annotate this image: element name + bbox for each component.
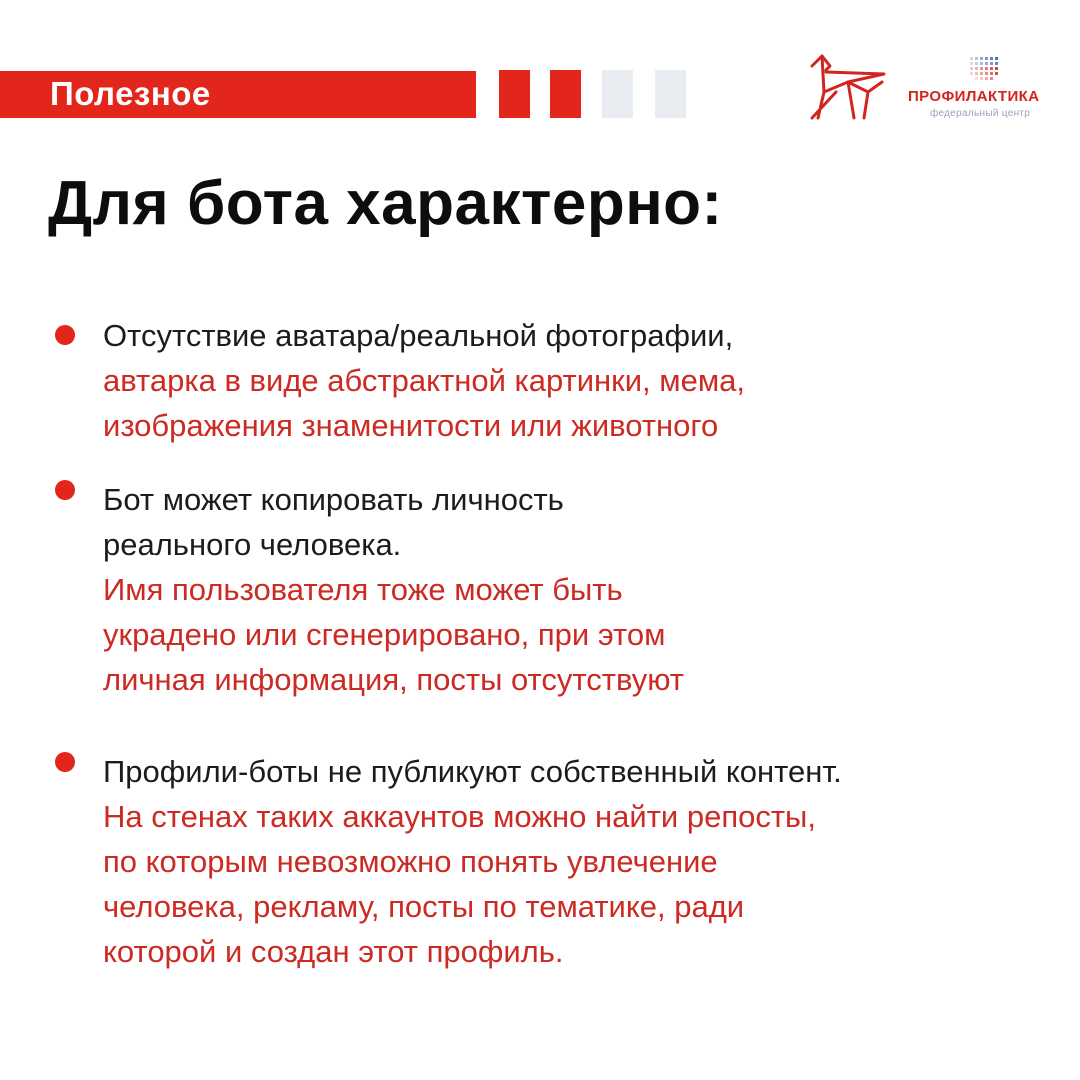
- logo-title: ПРОФИЛАКТИКА: [908, 88, 1040, 105]
- bullet-dot-icon: [55, 480, 75, 500]
- item-text-red: изображения знаменитости или животного: [103, 408, 719, 443]
- bullet-dot-icon: [55, 325, 75, 345]
- page-title: Для бота характерно:: [48, 169, 723, 238]
- list-item: [103, 313, 745, 448]
- item-text-red: автарка в виде абстрактной картинки, мема,: [103, 363, 745, 398]
- decor-square-red-2: [550, 70, 581, 118]
- dot-grid-logo-icon: [968, 57, 1002, 81]
- item-text-red: которой и создан этот профиль.: [103, 934, 564, 969]
- decor-square-grey-2: [655, 70, 686, 118]
- item-text-red: На стенах таких аккаунтов можно найти репосты,: [103, 799, 816, 834]
- item-text-red: Имя пользователя тоже может быть: [103, 572, 623, 607]
- logo-subtitle: федеральный центр: [930, 108, 1031, 119]
- item-text-red: человека, рекламу, посты по тематике, ради: [103, 889, 745, 924]
- item-text-red: личная информация, посты отсутствуют: [103, 662, 685, 697]
- list-item: [103, 749, 842, 974]
- horse-logo-icon: [808, 52, 886, 122]
- item-text-red: по которым невозможно понять увлечение: [103, 844, 718, 879]
- decor-square-grey-1: [602, 70, 633, 118]
- item-text-red: украдено или сгенерировано, при этом: [103, 617, 666, 652]
- item-text-dark: Отсутствие аватара/реальной фотографии,: [103, 318, 734, 353]
- list-item: [103, 477, 684, 702]
- item-text-dark: Профили-боты не публикуют собственный контент.: [103, 754, 842, 789]
- bullet-dot-icon: [55, 752, 75, 772]
- item-text-dark: Бот может копировать личность: [103, 482, 564, 517]
- decor-square-red-1: [499, 70, 530, 118]
- header-label: Полезное: [50, 75, 211, 112]
- item-text-dark: реального человека.: [103, 527, 402, 562]
